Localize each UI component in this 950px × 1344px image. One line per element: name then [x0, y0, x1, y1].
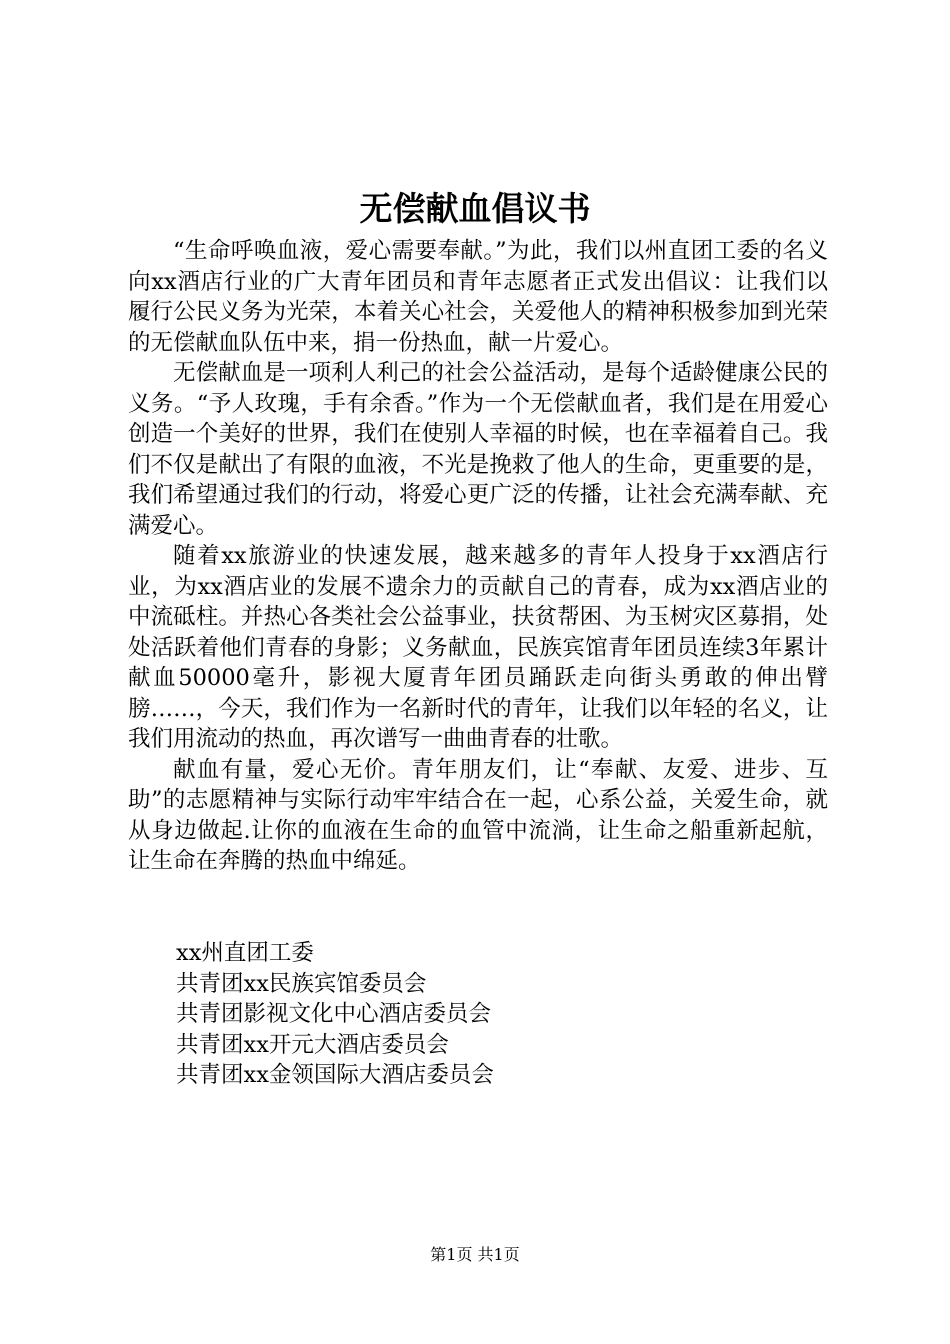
signer-3: 共青团影视文化中心酒店委员会 [176, 1001, 492, 1027]
paragraph-1: “生命呼唤血液，爱心需要奉献。”为此，我们以州直团工委的名义向xx酒店行业的广大青年团员和青年志愿者正式发出倡议：让我们以履行公民义务为光荣，本着关心社会，关爱他人的精神积极参加到光荣的无偿献血队伍中来，捐一份热血，献一片爱心。 [128, 238, 828, 356]
signer-5: 共青团xx金领国际大酒店委员会 [176, 1062, 494, 1088]
signer-list [176, 938, 816, 1091]
signer-1: xx州直团工委 [176, 940, 314, 966]
paragraph-4: 献血有量，爱心无价。青年朋友们，让“奉献、友爱、进步、互助”的志愿精神与实际行动牢牢结合在一起，心系公益，关爱生命，就从身边做起.让你的血液在生命的血管中流淌，让生命之船重新起航，让生命在奔腾的热血中绵延。 [128, 756, 828, 874]
signer-2: 共青团xx民族宾馆委员会 [176, 970, 427, 997]
document-body [128, 236, 828, 877]
paragraph-3: 随着xx旅游业的快速发展，越来越多的青年人投身于xx酒店行业，为xx酒店业的发展不遗余力的贡献自己的青春，成为xx酒店业的中流砥柱。并热心各类社会公益事业，扶贫帮困、为玉树灾区募捐，处处活跃着他们青春的身影；义务献血，民族宾馆青年团员连续3年累计献血50000毫升，影视大厦青年团员踊跃走向街头勇敢的伸出臂膀……，今天，我们作为一名新时代的青年，让我们以年轻的名义，让我们用流动的热血，再次谱写一曲曲青春的壮歌。 [128, 543, 828, 752]
paragraph-2: 无偿献血是一项利人利己的社会公益活动，是每个适龄健康公民的义务。“予人玫瑰，手有余香。”作为一个无偿献血者，我们是在用爱心创造一个美好的世界，我们在使别人幸福的时候，也在幸福着自己。我们不仅是献出了有限的血液，不光是挽救了他人的生命，更重要的是，我们希望通过我们的行动，将爱心更广泛的传播，让社会充满奉献、充满爱心。 [128, 360, 828, 539]
page-footer: 第1页 共1页 [430, 1245, 520, 1264]
document-title: 无偿献血倡议书 [359, 189, 591, 228]
signer-4: 共青团xx开元大酒店委员会 [176, 1031, 449, 1058]
